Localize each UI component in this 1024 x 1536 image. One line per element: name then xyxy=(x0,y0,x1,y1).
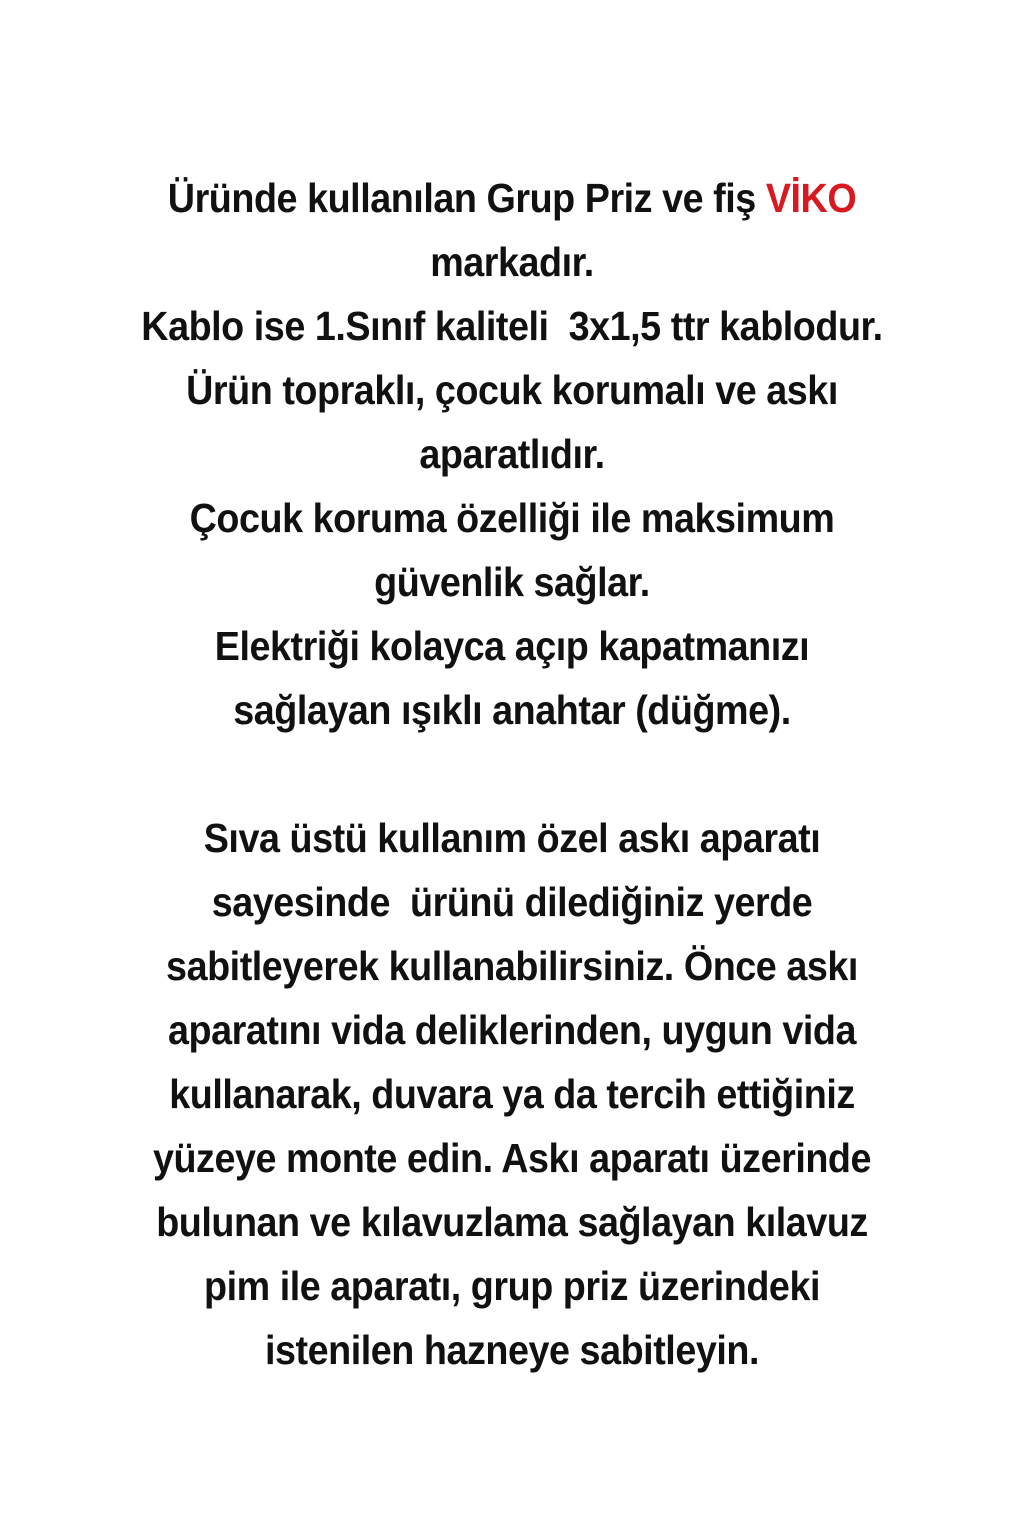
text-line: güvenlik sağlar. xyxy=(374,559,650,605)
text-line: istenilen hazneye sabitleyin. xyxy=(265,1327,759,1373)
text-line: aparatını vida deliklerinden, uygun vida xyxy=(168,1007,856,1053)
text-line: aparatlıdır. xyxy=(419,431,605,477)
text-line: kullanarak, duvara ya da tercih ettiğiniz xyxy=(169,1071,855,1117)
text-line xyxy=(41,166,983,230)
text-line: sabitleyerek kullanabilirsiniz. Önce askı xyxy=(166,943,858,989)
text-line: markadır. xyxy=(430,239,594,285)
text-line: Kablo ise 1.Sınıf kaliteli 3x1,5 ttr kablodur. xyxy=(141,303,883,349)
mounting-instructions-paragraph xyxy=(41,806,983,1382)
text-line-prefix: Üründe kullanılan Grup Priz ve fiş xyxy=(167,175,766,221)
text-line: Çocuk koruma özelliği ile maksimum xyxy=(189,495,835,541)
text-line: sağlayan ışıklı anahtar (düğme). xyxy=(233,687,791,733)
text-line: Sıva üstü kullanım özel askı aparatı xyxy=(203,815,821,861)
brand-name: VİKO xyxy=(765,175,857,221)
text-line: bulunan ve kılavuzlama sağlayan kılavuz xyxy=(156,1199,868,1245)
text-line: sayesinde ürünü dilediğiniz yerde xyxy=(211,879,813,925)
text-line: Ürün topraklı, çocuk korumalı ve askı xyxy=(186,367,838,413)
text-line: pim ile aparatı, grup priz üzerindeki xyxy=(204,1263,820,1309)
text-line: yüzeye monte edin. Askı aparatı üzerinde xyxy=(152,1135,872,1181)
text-line: Elektriği kolayca açıp kapatmanızı xyxy=(214,623,810,669)
product-info-paragraph xyxy=(41,166,983,742)
